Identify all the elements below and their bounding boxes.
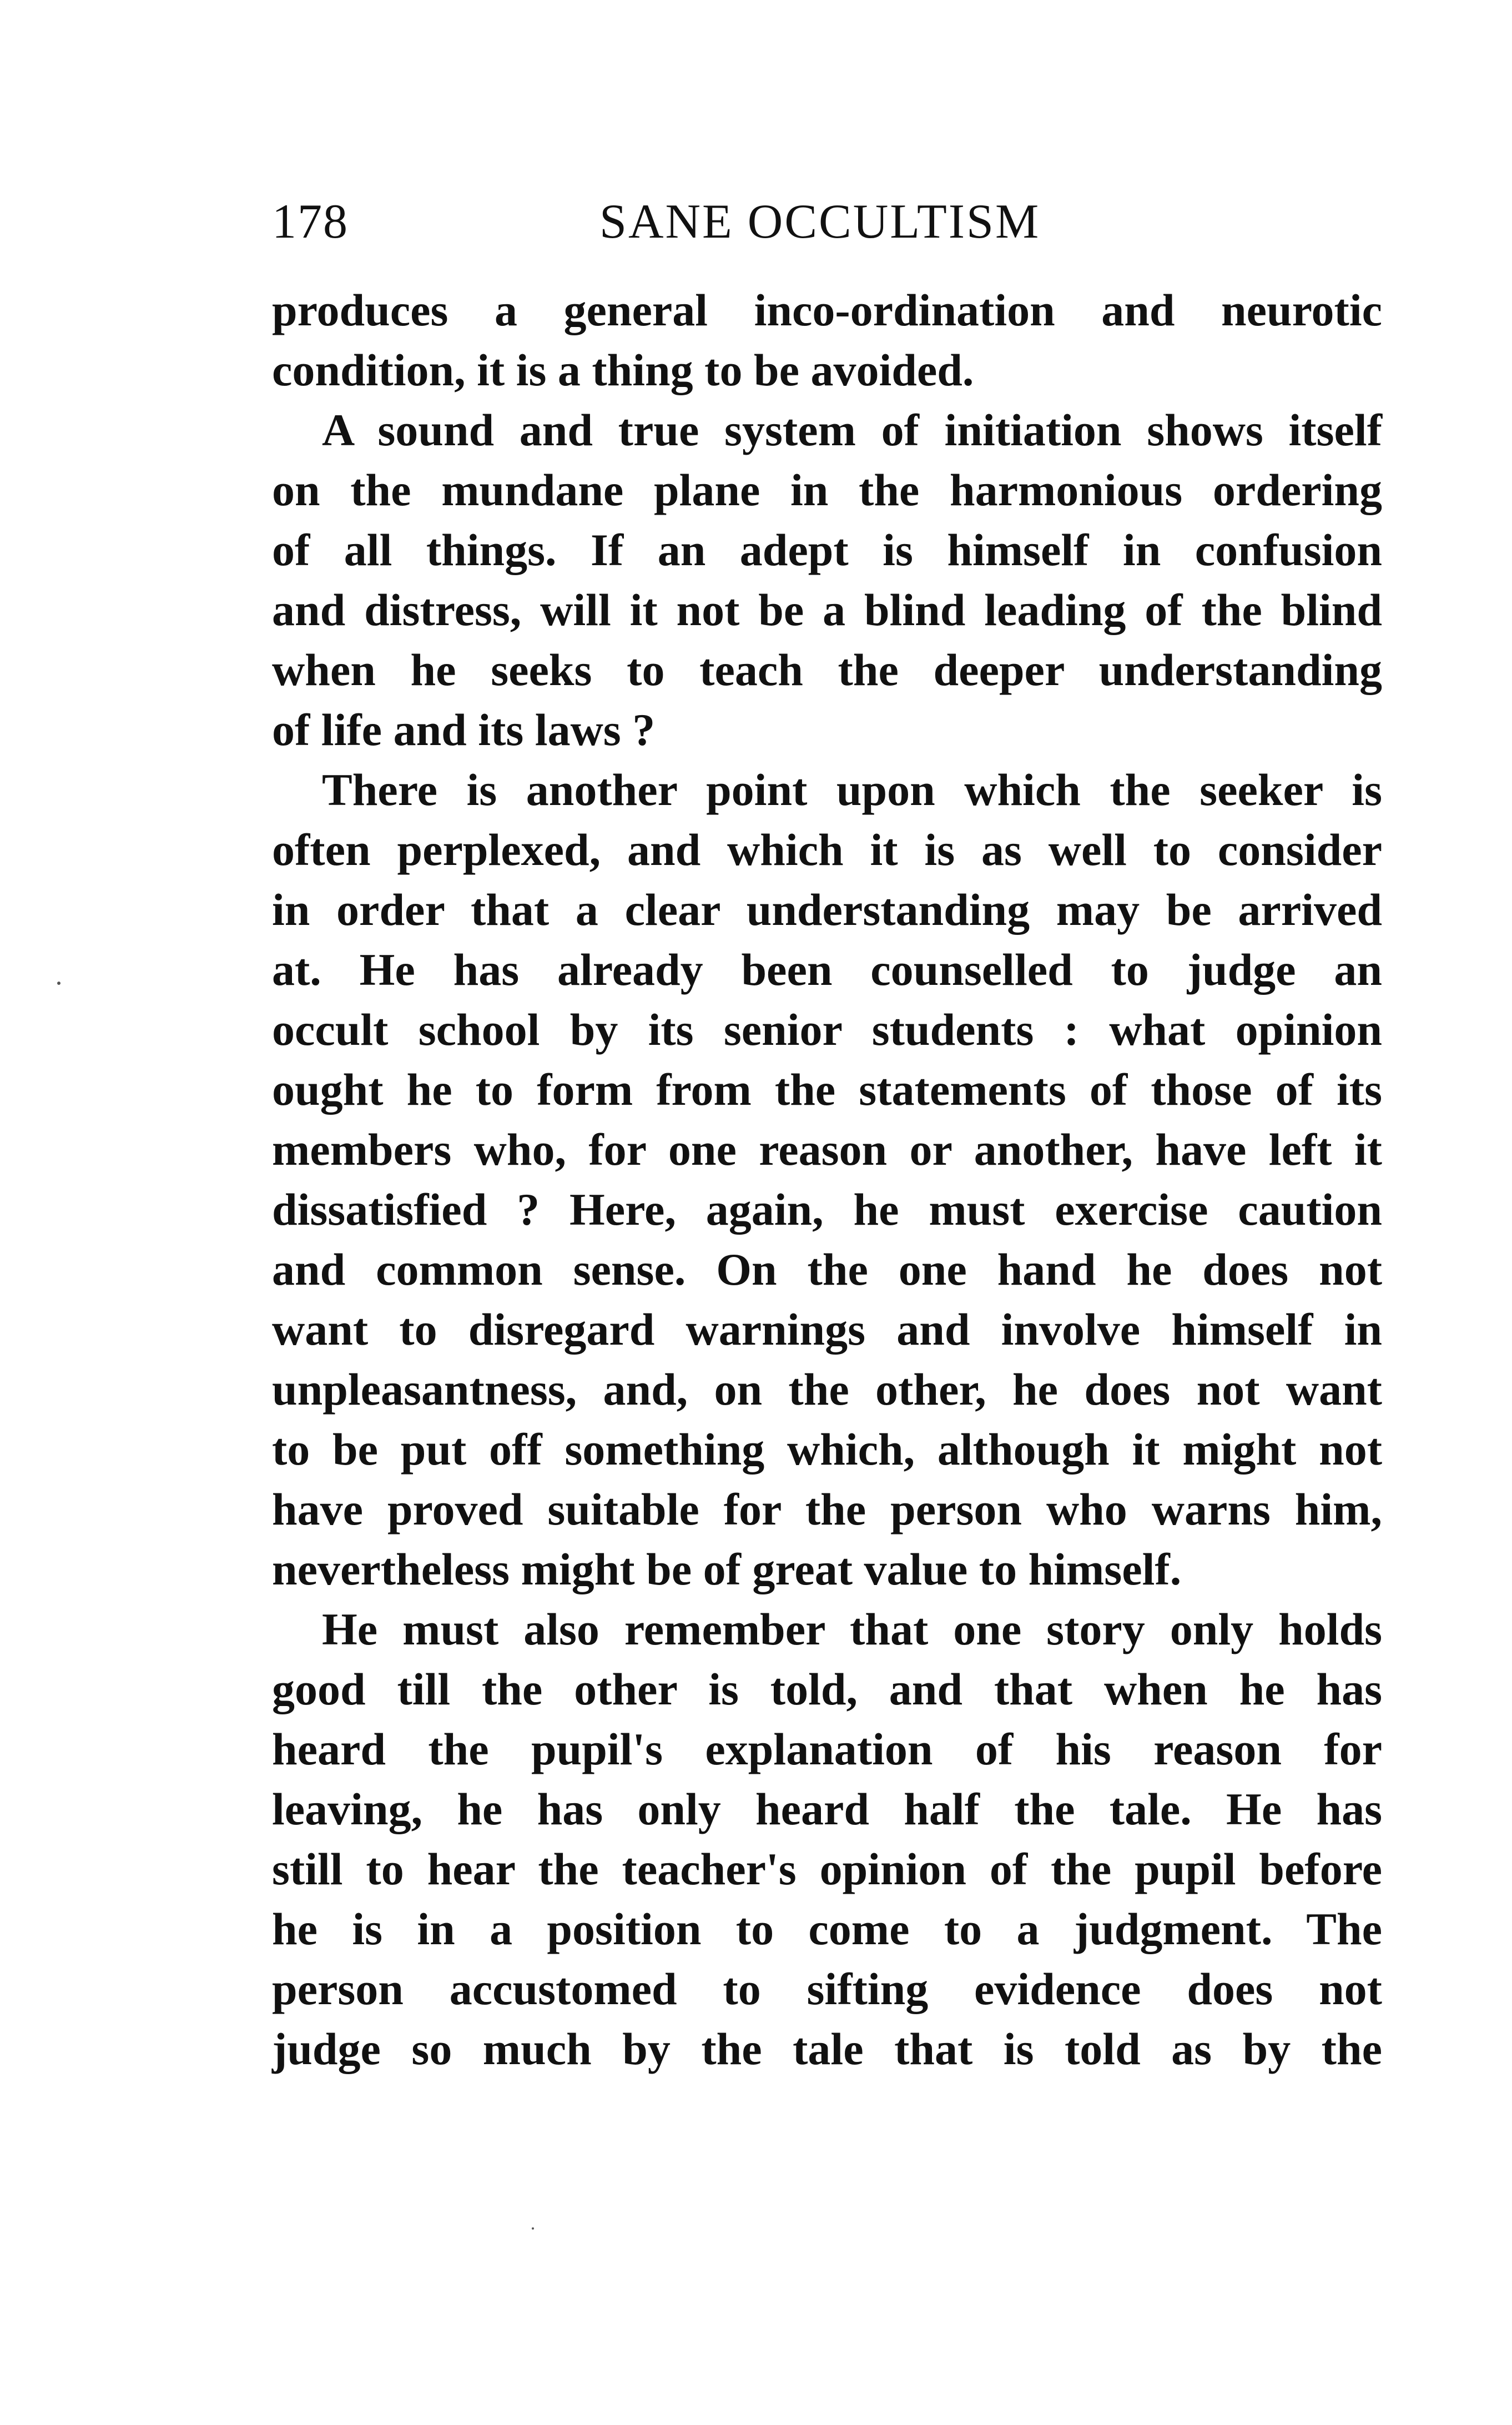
text-line: occult school by its senior students : what opinion [272, 1004, 1382, 1055]
text-line: judge so much by the tale that is told as by the [272, 2024, 1382, 2074]
text-line: and distress, will it not be a blind leading of the blind [272, 585, 1382, 635]
text-line: of all things. If an adept is himself in confusion [272, 525, 1382, 575]
text-line: leaving, he has only heard half the tale. He has [272, 1784, 1382, 1834]
text-line: heard the pupil's explanation of his reason for [272, 1724, 1382, 1774]
text-line: There is another point upon which the seeker is [322, 764, 1382, 815]
text-line: person accustomed to sifting evidence does not [272, 1964, 1382, 2014]
text-line: have proved suitable for the person who warns him, [272, 1484, 1382, 1535]
text-line: to be put off something which, although it might not [272, 1424, 1382, 1475]
text-line: He must also remember that one story only holds [322, 1604, 1382, 1654]
text-line: produces a general inco-ordination and neurotic [272, 285, 1382, 335]
text-line: want to disregard warnings and involve himself in [272, 1304, 1382, 1355]
text-line: good till the other is told, and that when he has [272, 1664, 1382, 1714]
text-line: nevertheless might be of great value to himself. [272, 1544, 1182, 1594]
text-line: dissatisfied ? Here, again, he must exercise caution [272, 1184, 1382, 1235]
text-line: and common sense. On the one hand he does not [272, 1244, 1382, 1295]
body-text [272, 280, 1382, 2079]
text-line: of life and its laws ? [272, 705, 656, 755]
paper-speck [532, 2227, 534, 2230]
paper-speck [57, 982, 61, 985]
text-line: unpleasantness, and, on the other, he does not want [272, 1364, 1382, 1415]
page-number: 178 [272, 195, 349, 249]
text-line: members who, for one reason or another, have left it [272, 1124, 1382, 1175]
text-line: at. He has already been counselled to judge an [272, 944, 1382, 995]
text-line: still to hear the teacher's opinion of the pupil before [272, 1844, 1382, 1894]
text-line: when he seeks to teach the deeper understanding [272, 645, 1382, 695]
text-line: condition, it is a thing to be avoided. [272, 345, 974, 395]
text-line: A sound and true system of initiation shows itself [322, 405, 1382, 455]
text-line: ought he to form from the statements of those of its [272, 1064, 1382, 1115]
text-line: he is in a position to come to a judgment. The [272, 1904, 1382, 1954]
text-line: in order that a clear understanding may be arrived [272, 884, 1382, 935]
running-title: SANE OCCULTISM [599, 195, 1041, 249]
running-head [272, 192, 1382, 253]
text-line: on the mundane plane in the harmonious ordering [272, 465, 1382, 515]
text-line: often perplexed, and which it is as well to consider [272, 824, 1382, 875]
